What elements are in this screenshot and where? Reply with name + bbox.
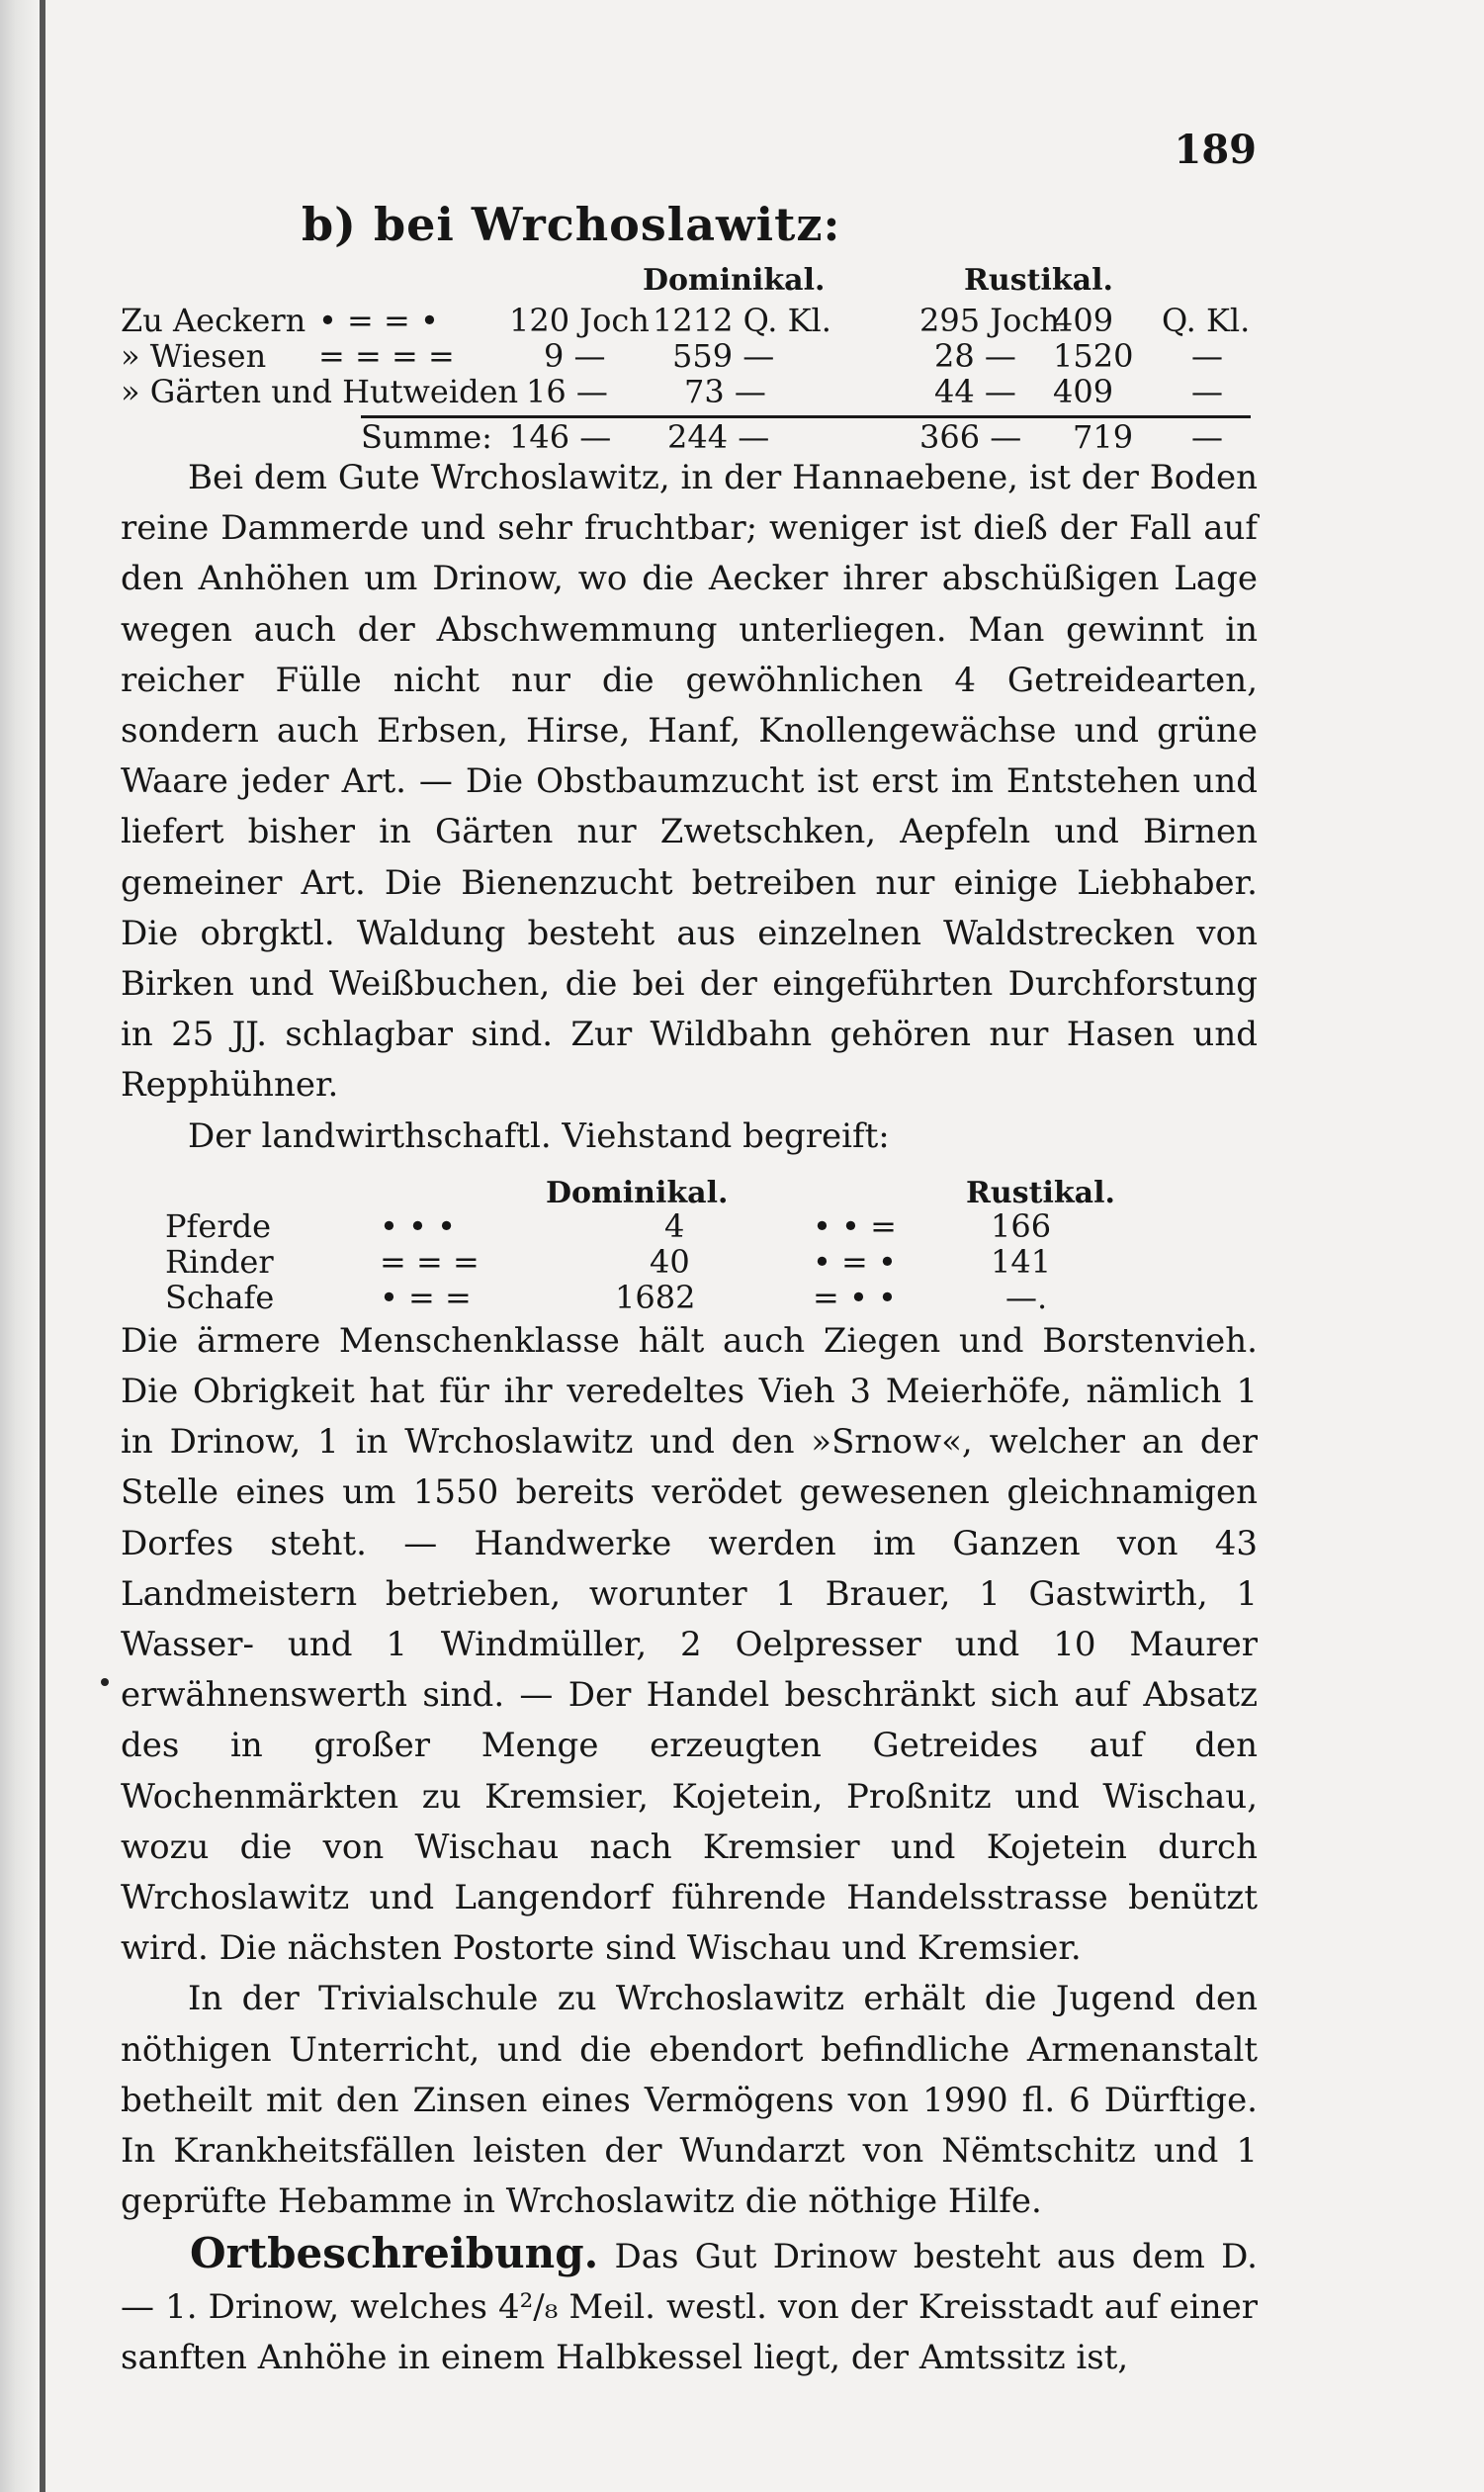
livestock-rus: 141 — [991, 1242, 1052, 1281]
ortbeschreibung-text: Das Gut Drinow besteht aus dem D. — 1. Drinow, welches 4²/₈ Meil. westl. von der Kreisstadt auf einer sanften Anhöhe in einem Halbkessel liegt, der Amtssitz ist, — [121, 2236, 1258, 2377]
land-row-rus-qkl: 409 — [1053, 373, 1114, 410]
sum-rus-qkl: 719 — [1073, 418, 1134, 456]
livestock-header-dominikal: Dominikal. — [546, 1175, 729, 1210]
margin-dot — [101, 1678, 109, 1686]
land-row-dom-qkl: 73 — — [684, 373, 766, 410]
land-row-dom-joch: 9 — — [544, 337, 606, 375]
paragraph-trades: Die ärmere Menschenklasse hält auch Ziegen und Borstenvieh. Die Obrigkeit hat für ihr veredeltes Vieh 3 Meierhöfe, nämlich 1 in Drinow, 1 in Wrchoslawitz und den »Srnow«, welcher an der Stelle eines um 1550 bereits verödet gewesenen gleichnamigen Dorfes steht. — Handwerke werden im Ganzen von 43 Landmeistern betrieben, worunter 1 Brauer, 1 Gastwirth, 1 Wasser- und 1 Windmüller, 2 Oelpresser und 10 Maurer erwähnenswerth sind. — Der Handel beschränkt sich auf Absatz des in großer Menge erzeugten Getreides auf den Wochenmärkten zu Kremsier, Kojetein, Proßnitz und Wischau, wozu die von Wischau nach Kremsier und Kojetein durch Wrchoslawitz und Langendorf führende Handelsstrasse benützt wird. Die nächsten Postorte sind Wischau und Kremsier. — [121, 1320, 1258, 1969]
land-row-label: » Wiesen — [121, 337, 267, 375]
land-row-rus-qkl: 1520 — [1053, 337, 1134, 375]
land-row-rus-joch: 44 — — [934, 373, 1016, 410]
sum-rus-joch: 366 — — [919, 418, 1022, 456]
livestock-table — [121, 1168, 1258, 1316]
body-text — [121, 453, 1258, 2383]
land-row-unit: — — [1191, 337, 1223, 375]
livestock-dom: 1682 — [615, 1278, 696, 1316]
livestock-dom: 40 — [650, 1242, 690, 1281]
sum-dom-qkl: 244 — — [667, 418, 770, 456]
section-heading: b) bei Wrchoslawitz: — [302, 198, 841, 251]
land-row-dom-joch: 120 Joch — [509, 302, 650, 339]
livestock-dots: • = = — [380, 1278, 472, 1316]
livestock-dots: • • • — [380, 1206, 456, 1245]
page-number: 189 — [1174, 127, 1257, 173]
paragraph-school: In der Trivialschule zu Wrchoslawitz erhält die Jugend den nöthigen Unterricht, und die ebendort befindliche Armenanstalt betheilt mit den Zinsen eines Vermögens von 1990 fl. 6 Dürftige. In Krankheitsfällen leisten der Wundarzt von Nëmtschitz und 1 geprüfte Hebamme in Wrchoslawitz die nöthige Hilfe. — [121, 1979, 1258, 2222]
land-table-header-rustikal: Rustikal. — [964, 263, 1113, 298]
livestock-dots: • • = — [813, 1206, 897, 1245]
livestock-rus: —. — [1005, 1278, 1048, 1316]
livestock-dom: 4 — [664, 1206, 685, 1245]
land-table-header-dominikal: Dominikal. — [643, 263, 826, 298]
land-row-dom-qkl: 559 — — [672, 337, 775, 375]
livestock-dots: = = = — [380, 1242, 480, 1281]
livestock-dots: • = • — [813, 1242, 897, 1281]
land-row-dots: • = = • — [318, 302, 439, 339]
land-row-rus-joch: 28 — — [934, 337, 1016, 375]
ortbeschreibung-title: Ortbeschreibung. — [190, 2228, 599, 2277]
livestock-header-rustikal: Rustikal. — [966, 1175, 1115, 1210]
livestock-label: Pferde — [165, 1206, 272, 1245]
land-row-dom-qkl: 1212 Q. Kl. — [653, 302, 831, 339]
page-edge-line — [40, 0, 45, 2492]
land-row-unit: Q. Kl. — [1162, 302, 1251, 339]
sum-unit: — — [1191, 418, 1223, 456]
land-row-dom-joch: 16 — — [526, 373, 608, 410]
livestock-label: Rinder — [165, 1242, 274, 1281]
land-row-rus-joch: 295 Joch — [919, 302, 1060, 339]
livestock-rus: 166 — [991, 1206, 1052, 1245]
land-row-rus-qkl: 409 — [1053, 302, 1114, 339]
land-row-dots: = = = = — [318, 337, 455, 375]
livestock-label: Schafe — [165, 1278, 275, 1316]
paragraph-ortbeschreibung — [121, 2228, 1258, 2384]
page-edge-shadow — [0, 0, 40, 2492]
land-row-label: Zu Aeckern — [121, 302, 306, 339]
sum-label: Summe: — [361, 418, 492, 456]
paragraph-soil: Bei dem Gute Wrchoslawitz, in der Hannaebene, ist der Boden reine Dammerde und sehr fruchtbar; weniger ist dieß der Fall auf den Anhöhen um Drinow, wo die Aecker ihrer abschüßigen Lage wegen auch der Abschwemmung unterliegen. Man gewinnt in reicher Fülle nicht nur die gewöhnlichen 4 Getreidearten, sondern auch Erbsen, Hirse, Hanf, Knollengewächse und grüne Waare jeder Art. — Die Obstbaumzucht ist erst im Entstehen und liefert bisher in Gärten nur Zwetschken, Aepfeln und Birnen gemeiner Art. Die Bienenzucht betreiben nur einige Liebhaber. Die obrgktl. Waldung besteht aus einzelnen Waldstrecken von Birken und Weißbuchen, die bei der eingeführten Durchforstung in 25 JJ. schlagbar sind. Zur Wildbahn gehören nur Hasen und Repphühner. — [121, 458, 1258, 1106]
livestock-dots: = • • — [813, 1278, 897, 1316]
land-row-label: » Gärten und Hutweiden — [121, 373, 519, 410]
land-row-unit: — — [1191, 373, 1223, 410]
sum-dom-joch: 146 — — [509, 418, 612, 456]
paragraph-livestock-intro: Der landwirthschaftl. Viehstand begreift: — [188, 1115, 890, 1156]
